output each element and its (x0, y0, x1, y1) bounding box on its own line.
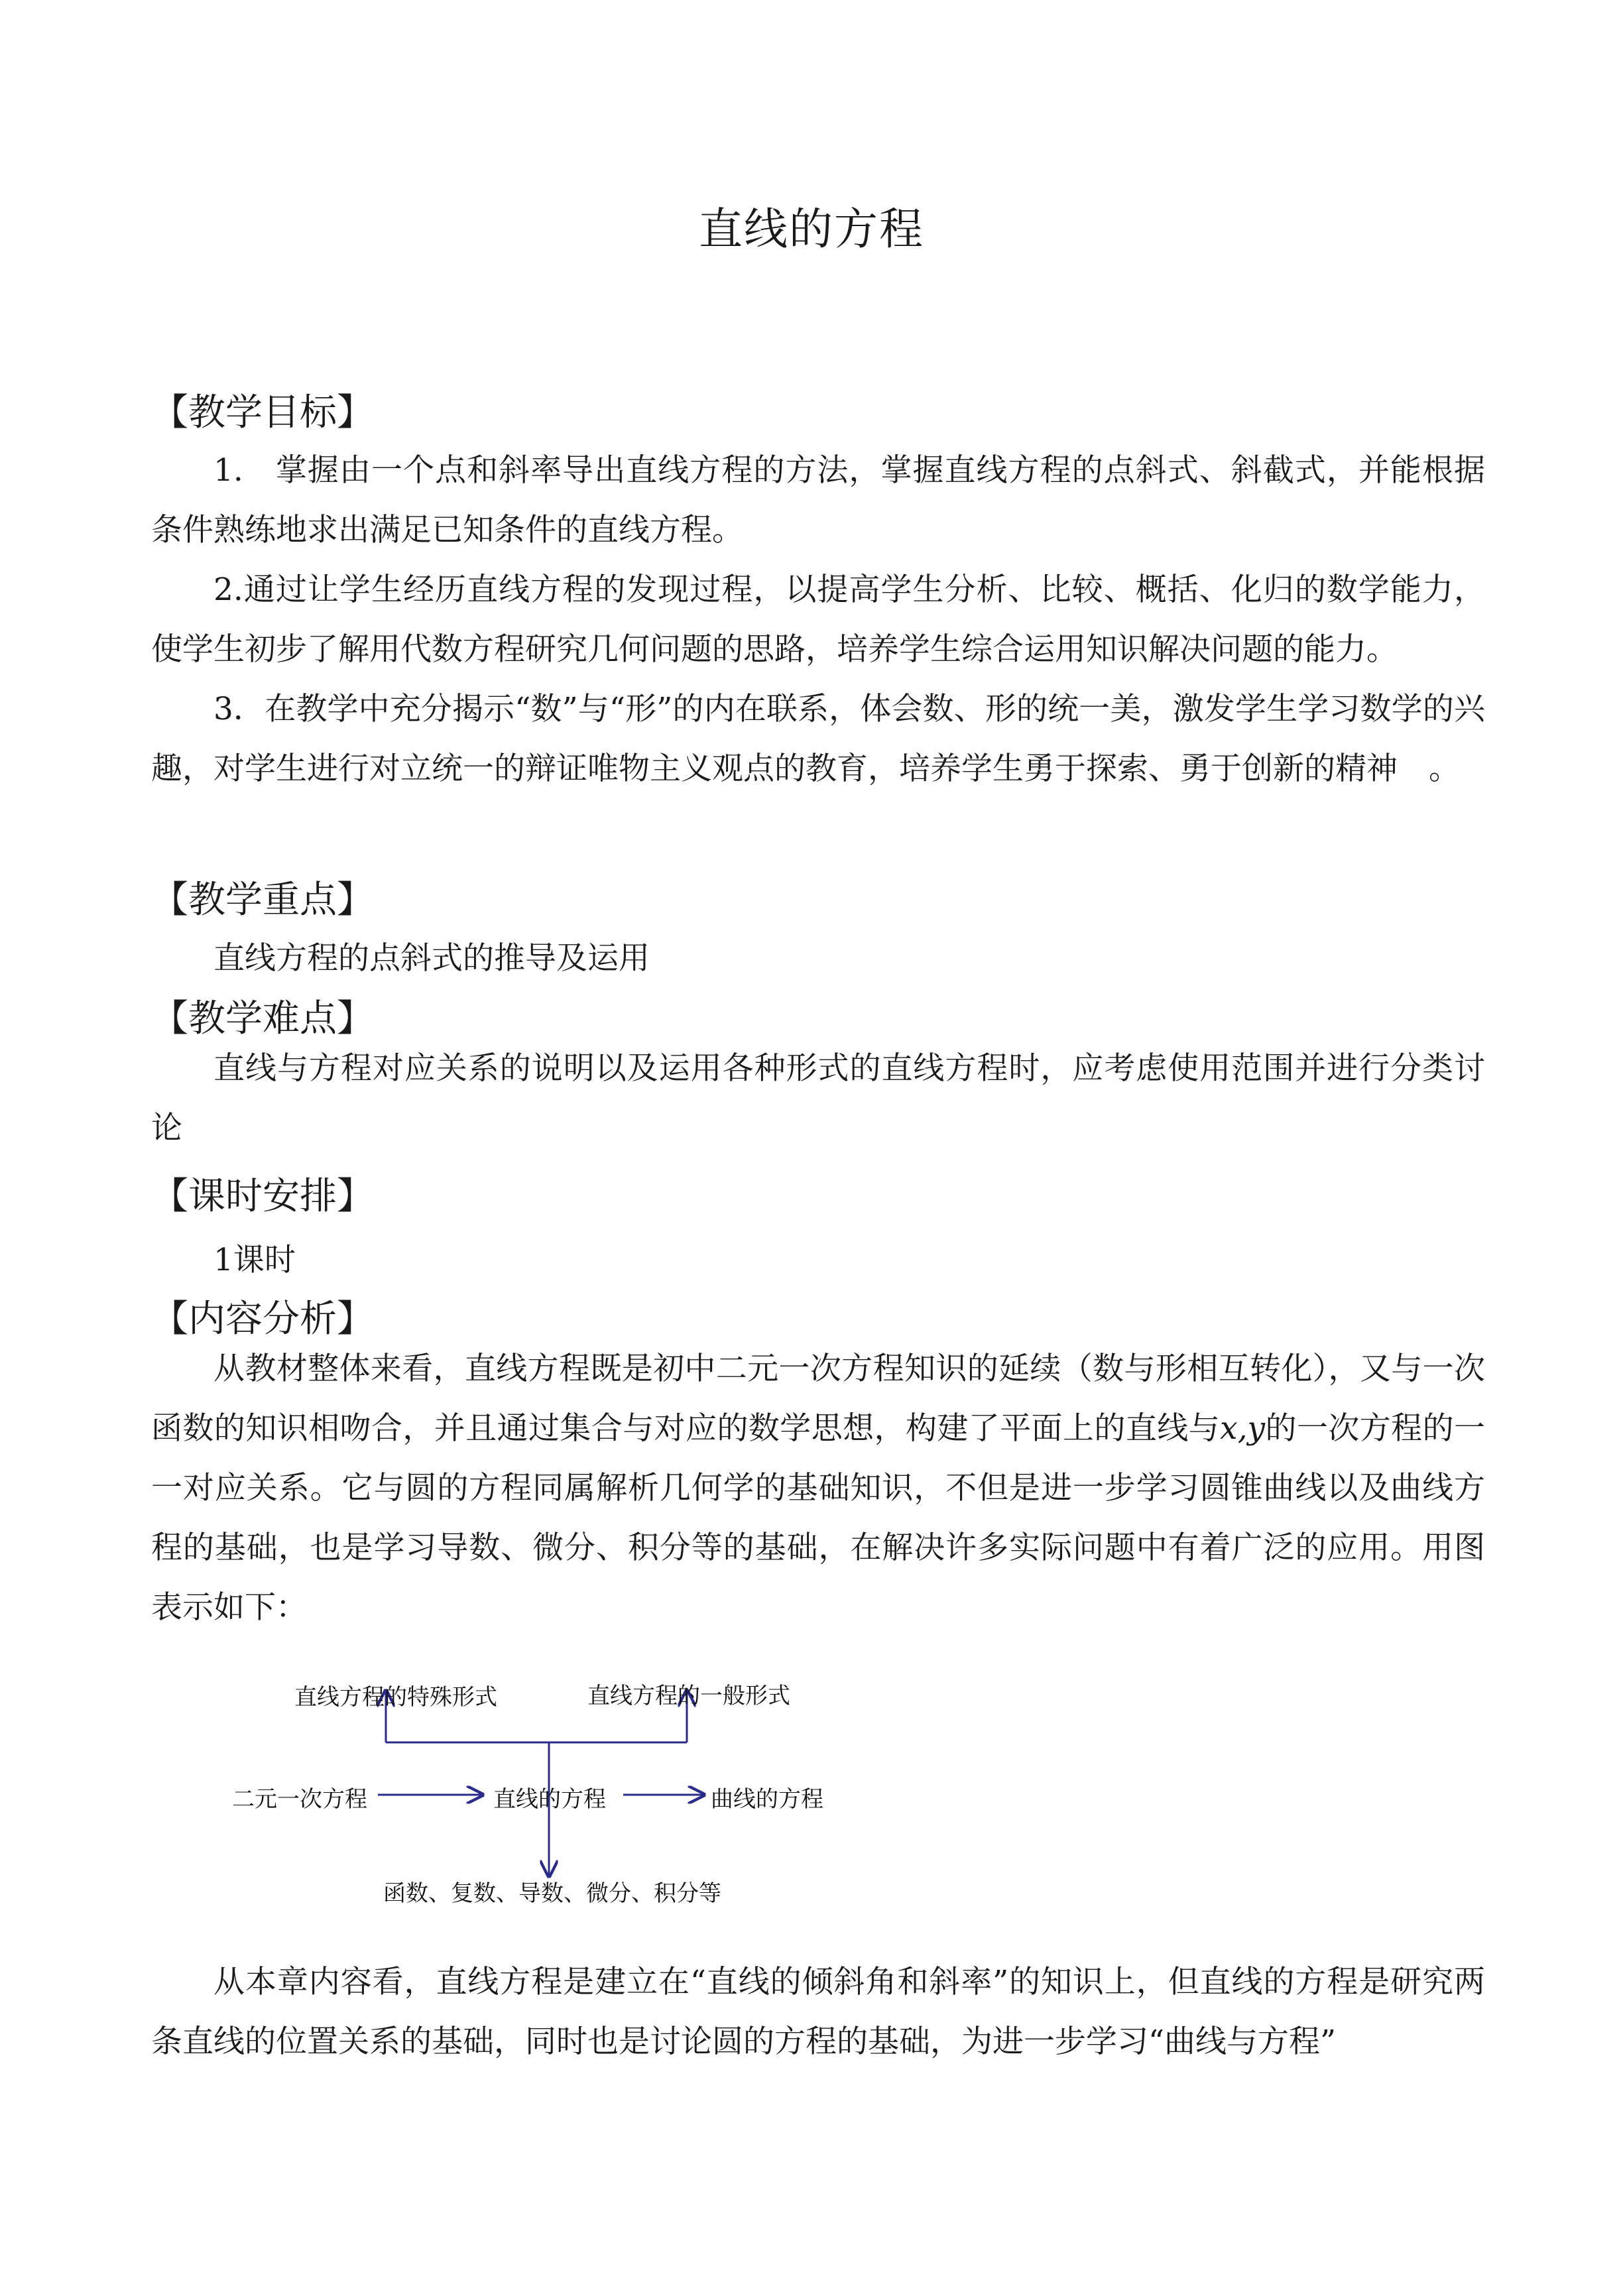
goal-item-1: 1. 掌握由一个点和斜率导出直线方程的方法，掌握直线方程的点斜式、斜截式，并能根据条件熟练地求出满足已知条件的直线方程。 (151, 452, 1485, 548)
diagram-linear-equation: 二元一次方程 (232, 1786, 367, 1813)
diagram-calculus: 函数、复数、导数、微分、积分等 (383, 1880, 721, 1907)
math-xy: x,y (1220, 1410, 1266, 1447)
heading-key-points: 【教学重点】 (151, 878, 374, 922)
schedule-text: 1课时 (213, 1242, 296, 1278)
analysis-paragraph-1b: 的一次方程的一一对应关系。它与圆的方程同属解析几何学的基础知识，不但是进一步学习圆锥曲线以及曲线方程的基础，也是学习导数、微分、积分等的基础，在解决许多实际问题中有着广泛的应用。用图表示如下： (151, 1410, 1486, 1626)
difficulties-text: 直线与方程对应关系的说明以及运用各种形式的直线方程时，应考虑使用范围并进行分类讨论 (151, 1050, 1485, 1146)
page-title: 直线的方程 (699, 204, 924, 255)
analysis-paragraph-2: 从本章内容看，直线方程是建立在“直线的倾斜角和斜率”的知识上，但直线的方程是研究两条直线的位置关系的基础，同时也是讨论圆的方程的基础，为进一步学习“曲线与方程” (151, 1964, 1485, 2060)
goal-item-2: 2.通过让学生经历直线方程的发现过程，以提高学生分析、比较、概括、化归的数学能力，使学生初步了解用代数方程研究几何问题的思路，培养学生综合运用知识解决问题的能力。 (151, 572, 1485, 668)
heading-difficulties: 【教学难点】 (151, 997, 374, 1040)
heading-goals: 【教学目标】 (151, 391, 374, 434)
diagram-general-form: 直线方程的一般形式 (587, 1683, 790, 1709)
analysis-paragraph-1a: 从教材整体来看，直线方程既是初中二元一次方程知识的延续（数与形相互转化），又与一次函数的知识相吻合，并且通过集合与对应的数学思想，构建了平面上的直线与 (151, 1351, 1485, 1447)
diagram-special-forms: 直线方程的特殊形式 (294, 1684, 497, 1711)
diagram-curve-equation: 曲线的方程 (711, 1786, 823, 1813)
heading-schedule: 【课时安排】 (151, 1175, 374, 1218)
diagram-line-equation: 直线的方程 (493, 1786, 606, 1813)
heading-analysis: 【内容分析】 (151, 1298, 374, 1341)
key-points-text: 直线方程的点斜式的推导及运用 (213, 940, 650, 977)
goal-item-3: 3．在教学中充分揭示“数”与“形”的内在联系，体会数、形的统一美，激发学生学习数学的兴趣，对学生进行对立统一的辩证唯物主义观点的教育，培养学生勇于探索、勇于创新的精神 。 (151, 691, 1485, 787)
